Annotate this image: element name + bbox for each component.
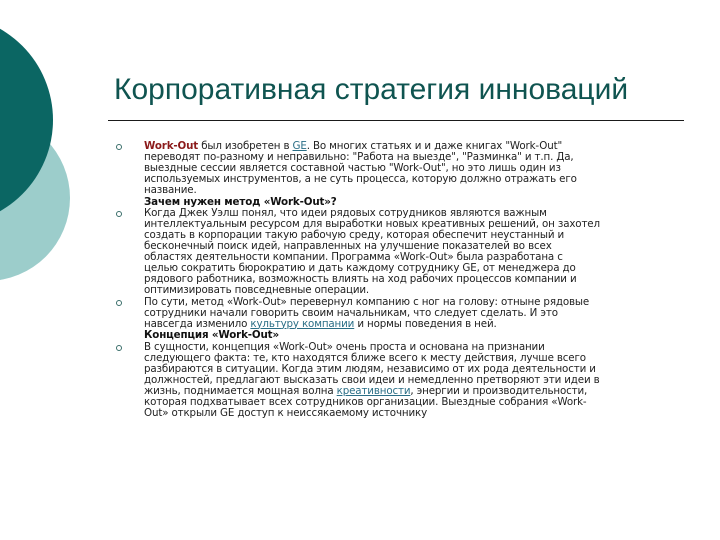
text-line: следующего факта: те, кто находятся ближе всего к месту действия, лучше всего — [144, 352, 586, 365]
highlight-term: Work-Out — [144, 140, 199, 152]
text-line: целью сократить бюрократию и дать каждому сотруднику GE, от менеджера до — [144, 261, 576, 274]
bullet-item-4 — [116, 342, 696, 418]
link-ge[interactable]: GE — [292, 140, 307, 152]
bullet-item-3 — [116, 297, 696, 342]
text-line: выездные сессии является составной частью "Work-Out", но это лишь один из — [144, 161, 561, 174]
text-segment: и нормы поведения в ней. — [354, 317, 497, 330]
text-line: Out» открыли GE доступ к неиссякаемому источнику — [144, 406, 428, 419]
text-segment: . Во многих статьях и и даже книгах "Work-Out" — [306, 140, 563, 152]
text-line: Когда Джек Уэлш понял, что идеи рядовых сотрудников являются важным — [144, 207, 547, 220]
text-line: название. — [144, 183, 197, 196]
text-line: создать в корпорации такую рабочую среду, которая обеспечит неустанный и — [144, 229, 565, 242]
subheading-concept: Концепция «Work-Out» — [144, 329, 279, 342]
text-line: оптимизировать повседневные операции. — [144, 283, 370, 296]
text-line: разбираются в ситуации. Когда этим людям, независимо от их рода деятельности и — [144, 363, 596, 376]
text-segment: , энергии и производительности, — [410, 384, 588, 397]
bullet-list — [116, 141, 696, 419]
bullet-item-1 — [116, 141, 696, 207]
text-line: которая подхватывает всех сотрудников организации. Выездные собрания «Work- — [144, 395, 587, 408]
bullet-item-2 — [116, 208, 696, 295]
bullet-circle-icon — [116, 144, 122, 150]
text-line: интеллектуальным ресурсом для выработки новых креативных решений, он захотел — [144, 218, 600, 231]
bullet-circle-icon — [116, 300, 122, 306]
text-line: используемых инструментов, а не суть процесса, которую должно отражать его — [144, 172, 577, 185]
bullet-circle-icon — [116, 211, 122, 217]
text-line: должностей, предлагают высказать свои идеи и немедленно претворяют эти идеи в — [144, 374, 600, 387]
text-line: бесконечный поиск идей, направленных на улучшение показателей во всех — [144, 240, 552, 253]
text-segment: навсегда изменило — [144, 317, 251, 330]
link-creativity[interactable]: креативности — [336, 384, 411, 397]
text-line: сотрудники начали говорить своим начальникам, что следует сделать. И это — [144, 306, 558, 319]
text-line: областях деятельности компании. Программа «Work-Out» была разработана с — [144, 251, 563, 264]
text-segment: был изобретен в — [198, 140, 293, 152]
text-line: В сущности, концепция «Work-Out» очень проста и основана на признании — [144, 341, 545, 354]
link-company-culture[interactable]: культуру компании — [250, 317, 355, 330]
text-segment: жизнь, поднимается мощная волна — [144, 384, 337, 397]
slide-title: Корпоративная стратегия инноваций — [114, 73, 629, 106]
text-line — [144, 319, 696, 330]
text-line: рядового работника, возможность влиять на ход рабочих процессов компании и — [144, 272, 577, 285]
title-divider — [108, 120, 684, 121]
text-line: переводят по-разному и неправильно: "Работа на выезде", "Разминка" и т.п. Да, — [144, 150, 574, 163]
text-line: По сути, метод «Work-Out» перевернул компанию с ног на голову: отныне рядовые — [144, 295, 590, 308]
subheading-why-work-out: Зачем нужен метод «Work-Out»? — [144, 195, 337, 208]
bullet-circle-icon — [116, 345, 122, 351]
